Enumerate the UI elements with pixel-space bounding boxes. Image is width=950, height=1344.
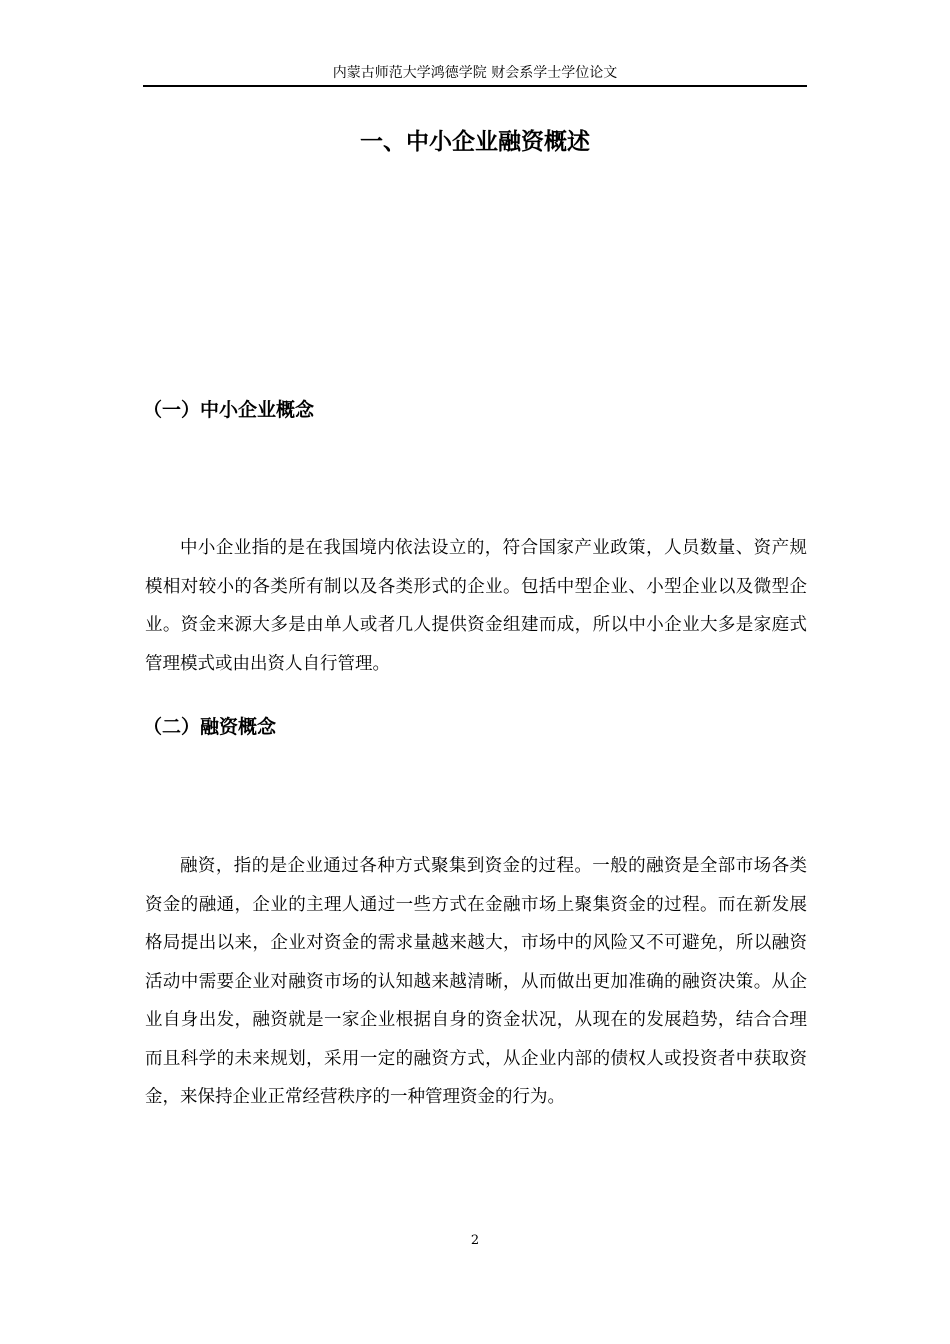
section-heading-1: （一）中小企业概念 <box>143 399 315 421</box>
running-header: 内蒙古师范大学鸿德学院 财会系学士学位论文 <box>332 65 618 81</box>
page-number: 2 <box>470 1233 480 1248</box>
header-divider <box>143 85 807 87</box>
section-2-paragraph: 融资，指的是企业通过各种方式聚集到资金的过程。一般的融资是全部市场各类资金的融通，企业的主理人通过一些方式在金融市场上聚集资金的过程。而在新发展格局提出以来，企业对资金的需求量越来越大，市场中的风险又不可避免，所以融资活动中需要企业对融资市场的认知越来越清晰，从而做出更加准确的融资决策。从企业自身出发，融资就是一家企业根据自身的资金状况，从现在的发展趋势，结合合理而且科学的未来规划，采用一定的融资方式，从企业内部的债权人或投资者中获取资金，来保持企业正常经营秩序的一种管理资金的行为。 <box>145 856 807 1107</box>
section-heading-2: （二）融资概念 <box>143 716 277 738</box>
section-1-paragraph: 中小企业指的是在我国境内依法设立的，符合国家产业政策，人员数量、资产规模相对较小的各类所有制以及各类形式的企业。包括中型企业、小型企业以及微型企业。资金来源大多是由单人或者几人提供资金组建而成，所以中小企业大多是家庭式管理模式或由出资人自行管理。 <box>145 538 807 674</box>
chapter-title: 一、中小企业融资概述 <box>360 129 590 155</box>
